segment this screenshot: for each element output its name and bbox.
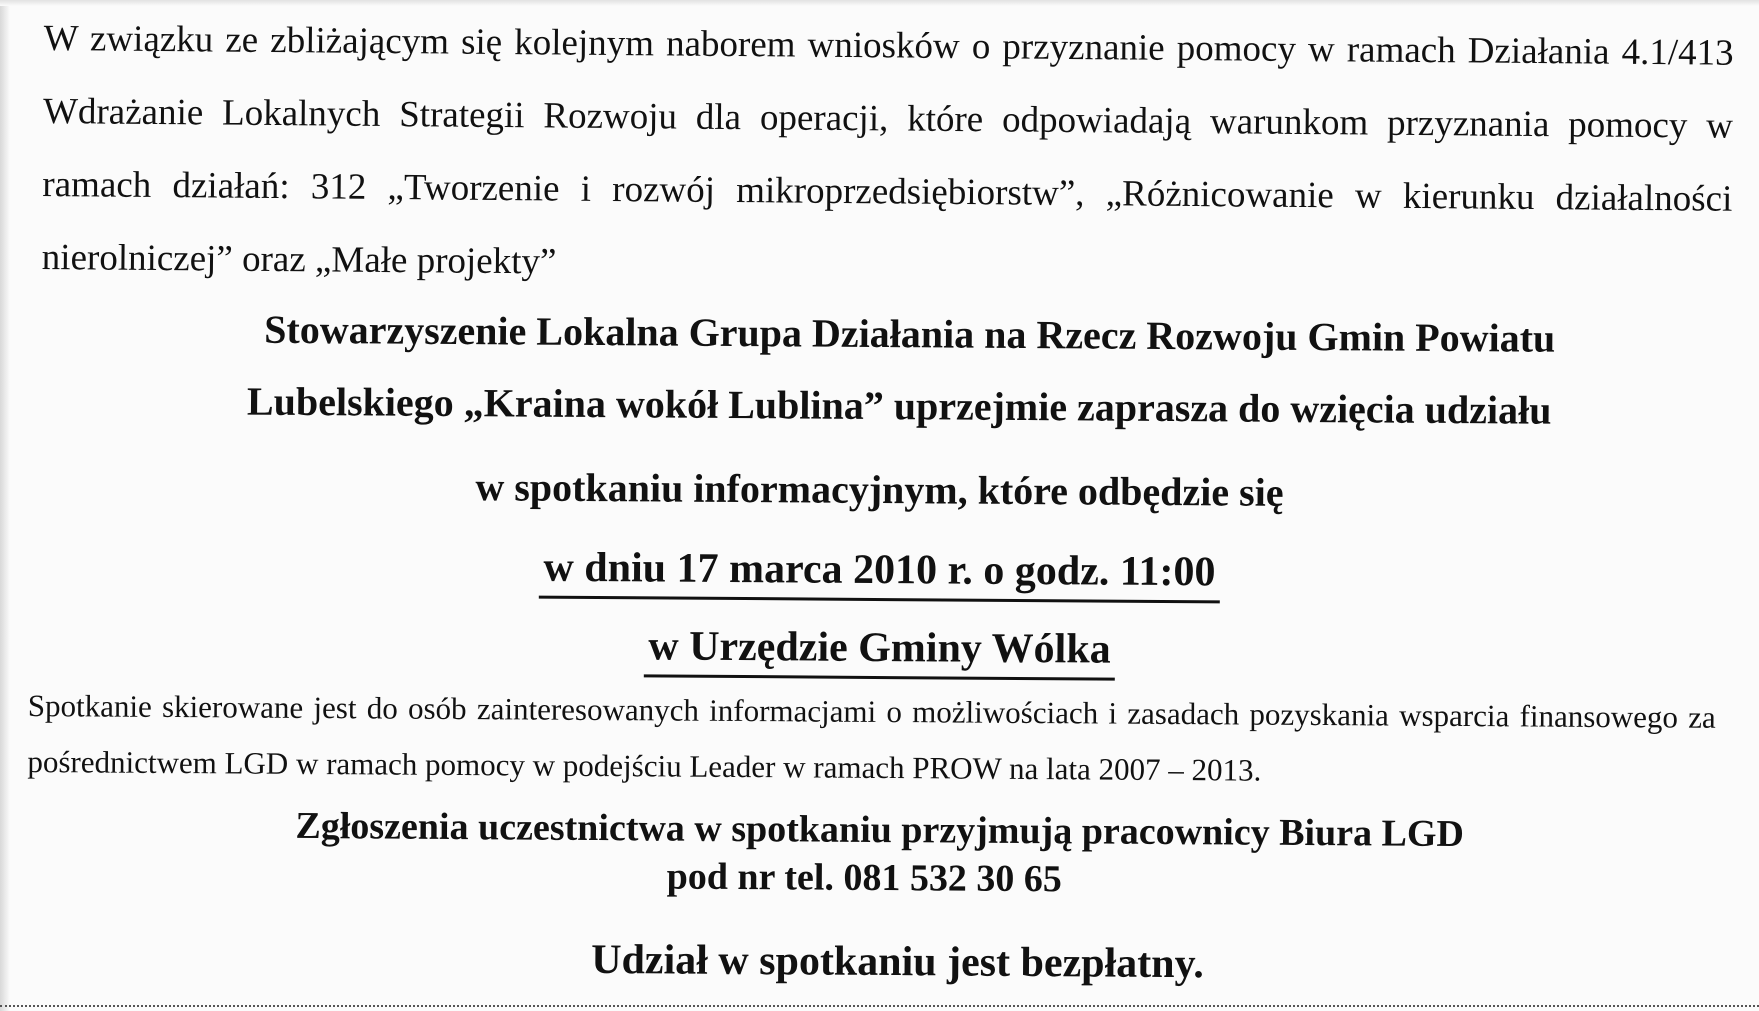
registration-phone: pod nr tel. 081 532 30 65 [666,855,1063,901]
organizer-line-2: Lubelskiego „Kraina wokół Lublina” uprzejmie zaprasza do wzięcia udziału [246,378,1552,433]
bottom-dotted-edge [0,1005,1759,1007]
registration-line-1: Zgłoszenia uczestnictwa w spotkaniu przyjmują pracownicy Biura LGD [295,804,1465,856]
organizer-invitation [0,292,1759,448]
intro-text: W związku ze zbliżającym się kolejnym naborem wniosków o przyznanie pomocy w ramach Działania 4.1/413 Wdrażanie Lokalnych Strategii Rozwoju dla operacji, które odpowiadają warunkom przyznania pomocy w ramach działań: 312 „Tworzenie i rozwój mikroprzedsiębiorstw”, „Różnicowanie w kierunku działalności nierolniczej” oraz „Małe projekty” [41,17,1734,283]
description-paragraph: Spotkanie skierowane jest do osób zainteresowanych informacjami o możliwościach i zasadach pozyskania wsparcia finansowego za pośrednictwem LGD w ramach pomocy w podejściu Leader w ramach PROW na lata 2007 – 2013. [27,687,1716,788]
meeting-place-block [0,614,1759,685]
meeting-date-block [0,536,1759,607]
free-participation-note: Udział w spotkaniu jest bezpłatny. [591,936,1204,988]
organizer-line-1: Stowarzyszenie Lokalna Grupa Działania na Rzecz Rozwoju Gmin Powiatu [264,306,1556,361]
meeting-place: w Urzędzie Gminy Wólka [644,618,1115,680]
registration-info [0,800,1759,908]
intro-paragraph [41,2,1733,309]
meeting-line: w spotkaniu informacyjnym, które odbędzie się [475,464,1284,515]
meeting-date: w dniu 17 marca 2010 r. o godz. 11:00 [539,540,1219,604]
